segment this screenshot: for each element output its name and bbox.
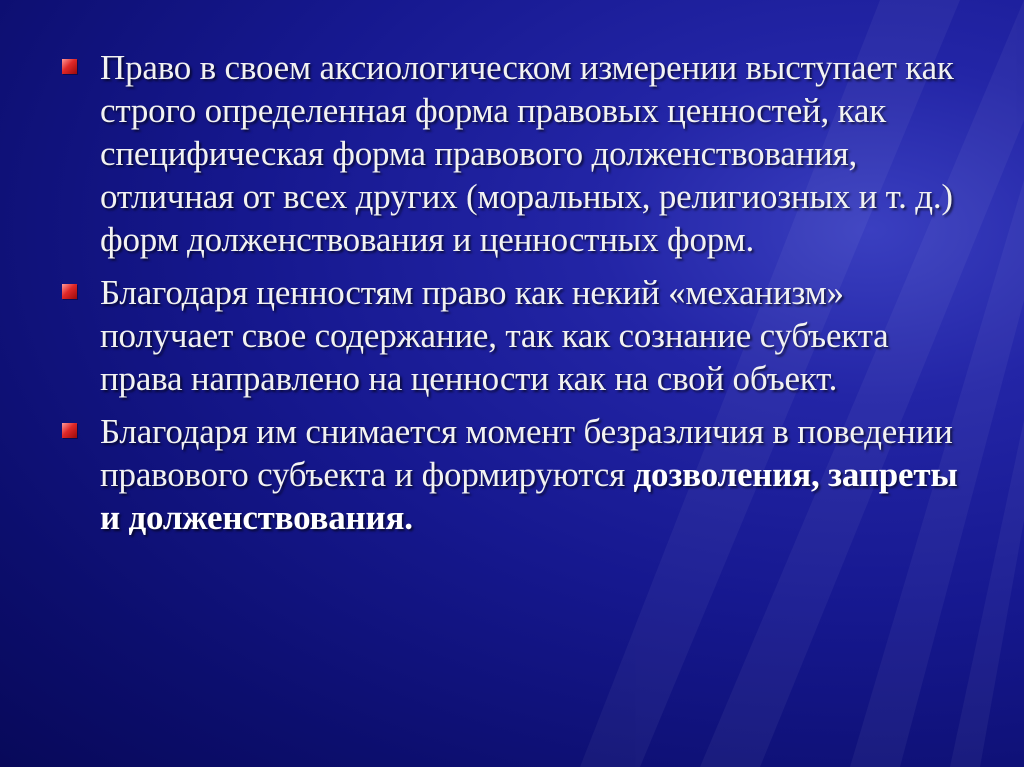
- slide-content: [58, 46, 978, 549]
- bullet-text-3-regular: Благодаря им снимается момент безразличия в поведении правового субъекта и формируются: [100, 412, 953, 494]
- square-bullet-icon: [62, 423, 77, 438]
- bullet-text-1: Право в своем аксиологическом измерении выступает как строго определенная форма правовых ценностей, как специфическая форма правового долженствования, отличная от всех других (моральных, религиозных и т. д.) форм долженствования и ценностных форм.: [100, 48, 954, 259]
- bullet-item-1: [58, 46, 978, 261]
- square-bullet-icon: [62, 59, 77, 74]
- square-bullet-icon: [62, 284, 77, 299]
- bullet-text-2: Благодаря ценностям право как некий «механизм» получает свое содержание, так как сознание субъекта права направлено на ценности как на свой объект.: [100, 273, 889, 398]
- bullet-text-3: [100, 410, 978, 539]
- bullet-item-2: [58, 271, 978, 400]
- bullet-item-3: [58, 410, 978, 539]
- bullet-text-3-bold: дозволения, запреты и долженствования.: [100, 455, 958, 537]
